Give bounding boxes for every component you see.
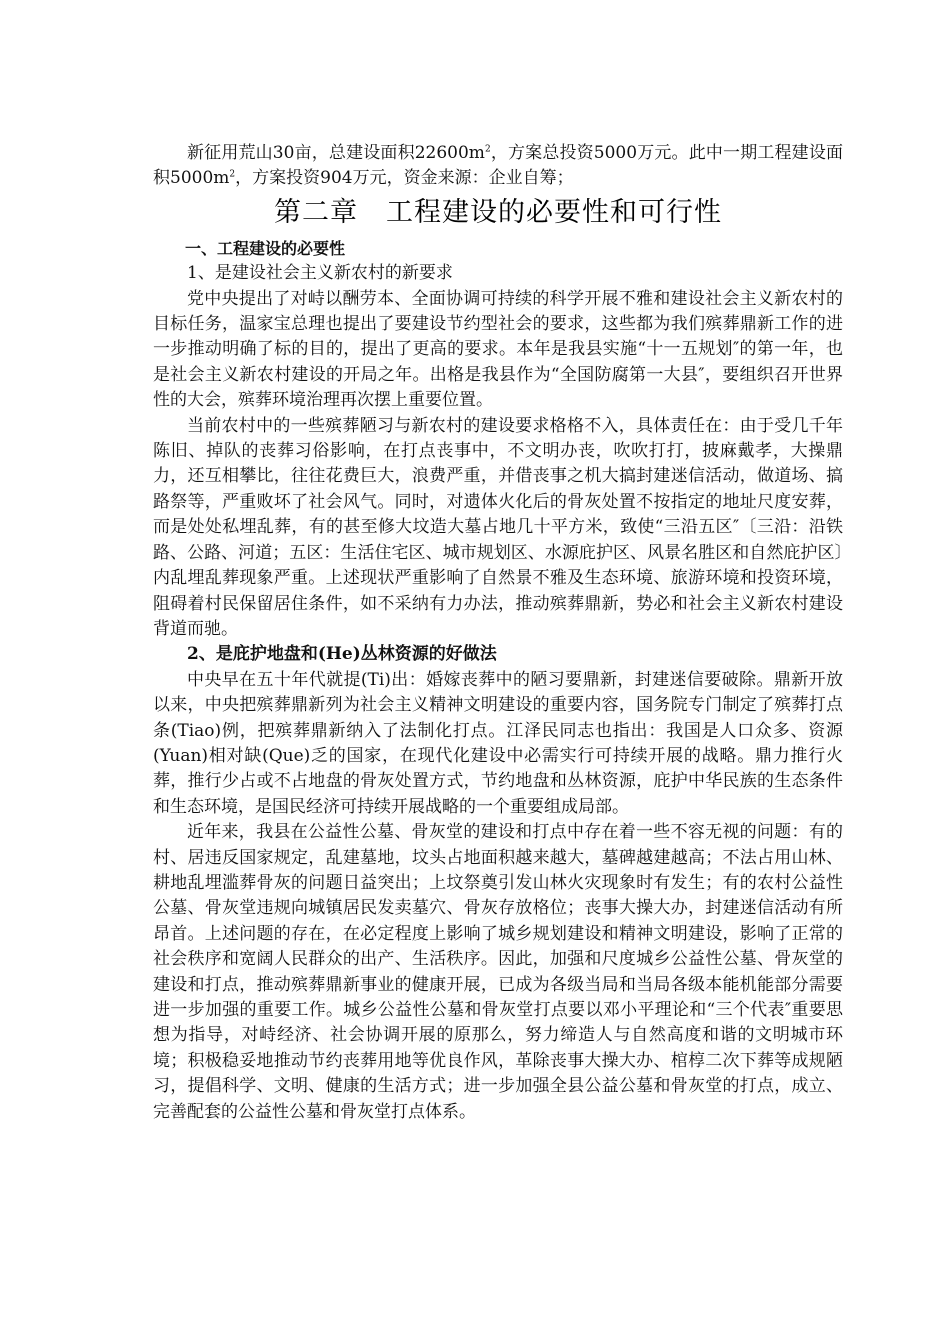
intro-text-part-1: 新征用荒山30亩，总建设面积22600m: [187, 143, 485, 163]
body-paragraph-2: 当前农村中的一些殡葬陋习与新农村的建设要求格格不入，具体责任在：由于受几千年陈旧、掉队的丧葬习俗影响，在打点丧事中，不文明办丧，吹吹打打，披麻戴孝，大操鼎力，还互相攀比，往往花费巨大，浪费严重，并借丧事之机大搞封建迷信活动，做道场、搞路祭等，严重败坏了社会风气。同时，对遗体火化后的骨灰处置不按指定的地址尺度安葬，而是处处私埋乱葬，有的甚至修大坟造大墓占地几十平方米，致使“三沿五区″〔三沿：沿铁路、公路、河道；五区：生活住宅区、城市规划区、水源庇护区、风景名胜区和自然庇护区〕内乱埋乱葬现象严重。上述现状严重影响了自然景不雅及生态环境、旅游环境和投资环境，阻碍着村民保留居住条件，如不采纳有力办法，推动殡葬鼎新，势必和社会主义新农村建设背道而驰。: [153, 415, 843, 639]
square-meter-superscript-1: 2: [484, 144, 491, 155]
subsection-heading-2: 2、是庇护地盘和(He)丛林资源的好做法: [187, 644, 497, 665]
chapter-title: 第二章 工程建设的必要性和可行性: [274, 196, 722, 228]
body-paragraph-3: 中央早在五十年代就提(Ti)出：婚嫁丧葬中的陋习要鼎新，封建迷信要破除。鼎新开放以来，中央把殡葬鼎新列为社会主义精神文明建设的重要内容，国务院专门制定了殡葬打点条(Tiao)例，把殡葬鼎新纳入了法制化打点。江泽民同志也指出：我国是人口众多、资源(Yuan)相对缺(Que)乏的国家，在现代化建设中必需实行可持续开展的战略。鼎力推行火葬，推行少占或不占地盘的骨灰处置方式，节约地盘和丛林资源，庇护中华民族的生态条件和生态环境，是国民经济可持续开展战略的一个重要组成局部。: [153, 669, 843, 817]
intro-text-part-3: ，方案投资904万元，资金来源：企业自筹；: [235, 168, 574, 189]
intro-text-part-2: ，方案总投资5000万元。此中一期工程建设面积5000m: [153, 143, 843, 189]
subsection-heading-1: 1、是建设社会主义新农村的新要求: [187, 263, 453, 284]
square-meter-superscript-2: 2: [229, 169, 236, 180]
body-paragraph-1: 党中央提出了对峙以酬劳本、全面协调可持续的科学开展不雅和建设社会主义新农村的目标任务，温家宝总理也提出了要建设节约型社会的要求，这些都为我们殡葬鼎新工作的进一步推动明确了标的目的，提出了更高的要求。本年是我县实施“十一五规划″的第一年，也是社会主义新农村建设的开局之年。出格是我县作为“全国防腐第一大县″，要组织召开世界性的大会，殡葬环境治理再次摆上重要位置。: [153, 288, 843, 411]
intro-paragraph: [153, 141, 843, 192]
section-heading-necessity: 一、工程建设的必要性: [185, 238, 346, 258]
body-paragraph-4: 近年来，我县在公益性公墓、骨灰堂的建设和打点中存在着一些不容无视的问题：有的村、居违反国家规定，乱建墓地，坟头占地面积越来越大，墓碑越建越高；不法占用山林、耕地乱埋滥葬骨灰的问题日益突出；上坟祭奠引发山林火灾现象时有发生；有的农村公益性公墓、骨灰堂违规向城镇居民发卖墓穴、骨灰存放格位；丧事大操大办，封建迷信活动有所昂首。上述问题的存在，在必定程度上影响了城乡规划建设和精神文明建设，影响了正常的社会秩序和宽阔人民群众的出产、生活秩序。因此，加强和尺度城乡公益性公墓、骨灰堂的建设和打点，推动殡葬鼎新事业的健康开展，已成为各级当局和当局各级本能机能部分需要进一步加强的重要工作。城乡公益性公墓和骨灰堂打点要以邓小平理论和“三个代表″重要思想为指导，对峙经济、社会协调开展的原那么，努力缔造人与自然高度和谐的文明城市环境；积极稳妥地推动节约丧葬用地等优良作风，革除丧事大操大办、棺椁二次下葬等成规陋习，提倡科学、文明、健康的生活方式；进一步加强全县公益公墓和骨灰堂的打点，成立、完善配套的公益性公墓和骨灰堂打点体系。: [153, 822, 843, 1122]
document-page: [153, 141, 843, 1125]
